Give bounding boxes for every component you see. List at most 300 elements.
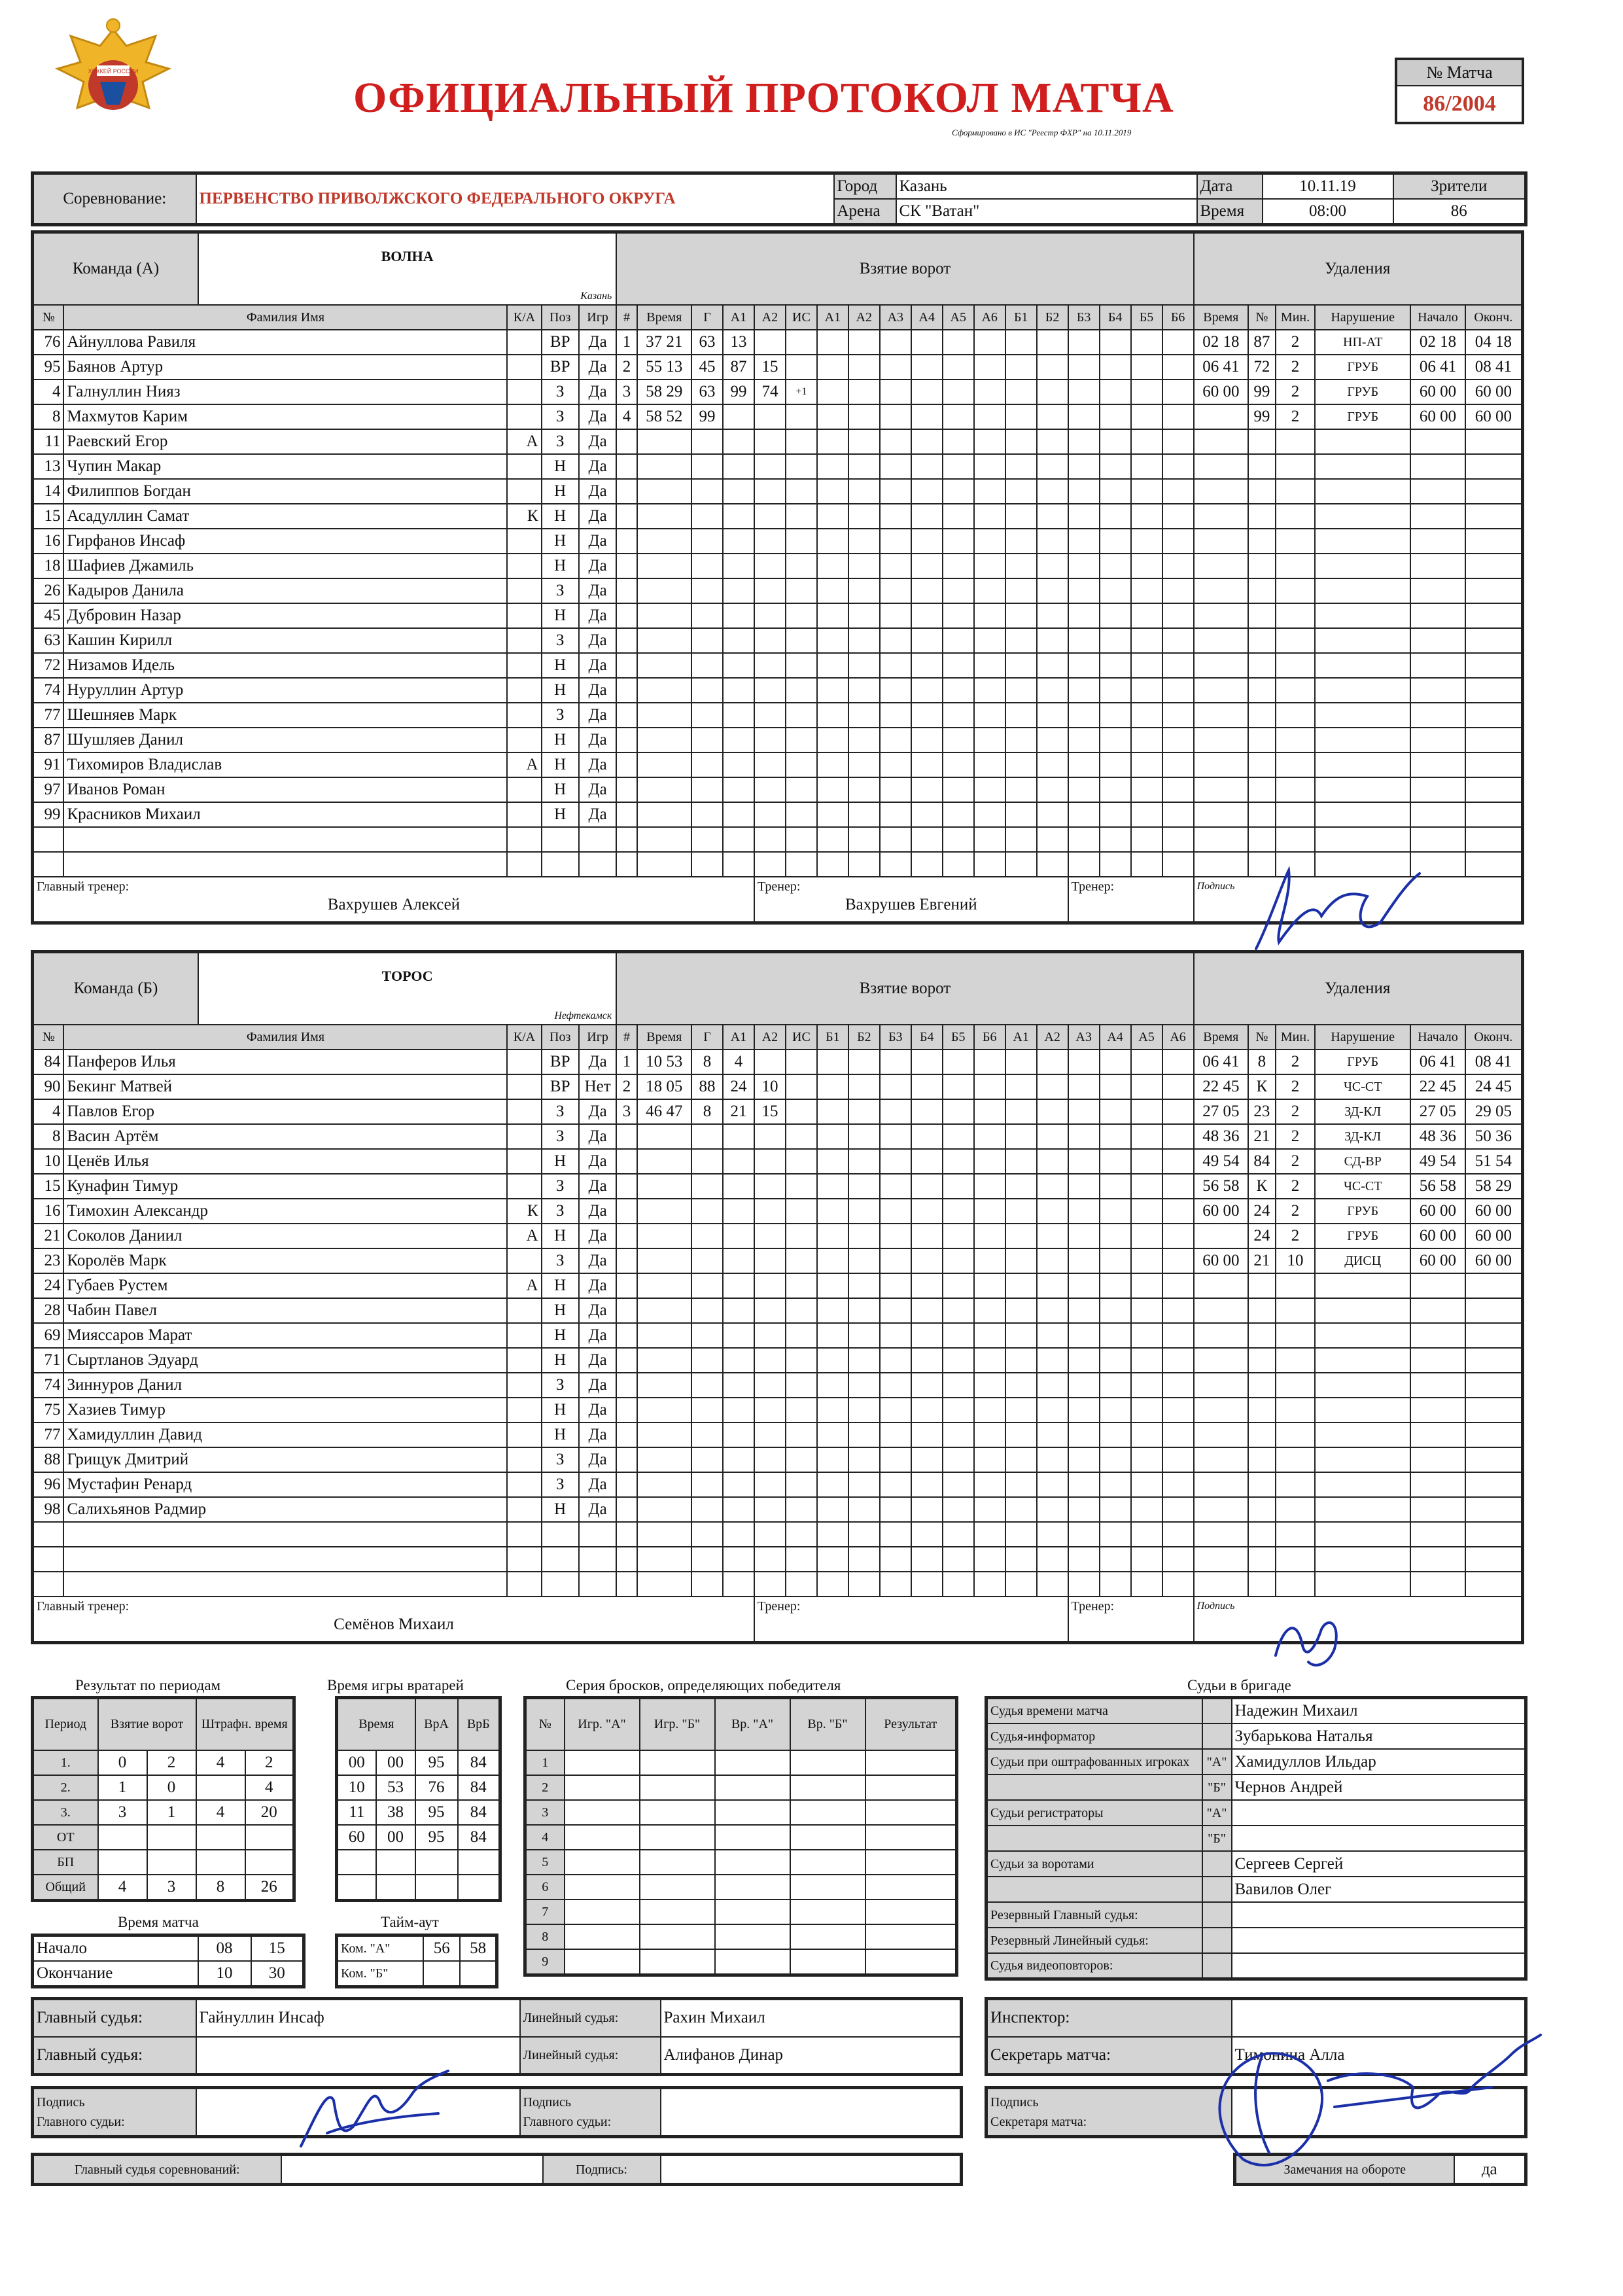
goal-a2 (754, 1373, 786, 1398)
player-captain (507, 355, 541, 380)
goal-scorer: 99 (691, 404, 723, 429)
goal-extra (974, 1273, 1005, 1298)
goal-extra (1037, 529, 1068, 554)
pen-time (1194, 852, 1248, 877)
player-position: Н (542, 504, 579, 529)
pen-start-m: 60 (1419, 1202, 1436, 1220)
pen-end (1465, 1050, 1523, 1074)
goal-time (637, 1547, 691, 1572)
pen-infraction (1315, 578, 1410, 603)
player-name: Ценёв Илья (63, 1149, 507, 1174)
goal-extra (1037, 1273, 1068, 1298)
referee-name (1232, 1953, 1526, 1979)
goal-a2 (754, 1298, 786, 1323)
shootout-row (525, 1850, 957, 1875)
goal-extra (1100, 1050, 1131, 1074)
period-cell (196, 1775, 245, 1800)
goal-extra (974, 628, 1005, 653)
goal-extra (943, 1447, 974, 1472)
goal-extra (1131, 703, 1162, 728)
pen-min: 02 (1202, 333, 1219, 351)
sign-label: Подпись (1196, 1600, 1235, 1612)
player-plays: Да (579, 752, 616, 777)
player-number: 8 (33, 404, 64, 429)
goal-extra (817, 1547, 848, 1572)
pen-start (1410, 1050, 1465, 1074)
time-label: Время (1197, 199, 1263, 225)
pen-minutes: 2 (1276, 380, 1315, 404)
player-plays: Да (579, 728, 616, 752)
goal-extra (943, 1323, 974, 1348)
goal-is (786, 1099, 817, 1124)
goal-extra (974, 1348, 1005, 1373)
goal-time (637, 1199, 691, 1224)
goal-a2 (754, 479, 786, 504)
pen-start (1410, 1497, 1465, 1522)
goal-extra (1037, 1199, 1068, 1224)
goal-extra (911, 380, 943, 404)
goal-extra (817, 554, 848, 578)
pen-end (1465, 554, 1523, 578)
player-row (33, 1099, 1523, 1124)
remarks-value: да (1454, 2155, 1526, 2185)
match-time-title: Время матча (118, 1914, 199, 1930)
player-name: Грищук Дмитрий (63, 1447, 507, 1472)
player-captain (507, 404, 541, 429)
match-info-table (31, 171, 1527, 226)
goal-extra (974, 1447, 1005, 1472)
pen-end-s: 45 (1495, 1078, 1512, 1095)
pen-start (1410, 802, 1465, 827)
goals-header: Взятие ворот (616, 232, 1193, 306)
pen-start (1410, 1348, 1465, 1373)
player-name: Раевский Егор (63, 429, 507, 454)
goal-no (616, 454, 637, 479)
goal-extra (974, 1174, 1005, 1199)
pen-infraction: ЗД-КЛ (1315, 1099, 1410, 1124)
goal-a2 (754, 1050, 786, 1074)
goal-a2 (754, 454, 786, 479)
period-cell: 4 (196, 1800, 245, 1825)
goal-extra (1162, 1224, 1194, 1248)
goal-extra (1162, 355, 1194, 380)
gk-cell: 84 (458, 1750, 500, 1775)
player-plays: Да (579, 802, 616, 827)
pen-end-s: 00 (1495, 1202, 1512, 1220)
goal-extra (1037, 578, 1068, 603)
goal-extra (1005, 1298, 1037, 1323)
pen-end (1465, 1199, 1523, 1224)
periods-h-pen: Штрафн. время (196, 1698, 294, 1750)
goal-extra (1068, 1149, 1100, 1174)
player-row (33, 1149, 1523, 1174)
goal-time (637, 578, 691, 603)
goal-a2 (754, 703, 786, 728)
player-position: З (542, 1472, 579, 1497)
goal-a1 (723, 1572, 754, 1597)
pen-end (1465, 1497, 1523, 1522)
player-position: Н (542, 777, 579, 802)
pen-start (1410, 603, 1465, 628)
goal-no: 4 (616, 404, 637, 429)
player-captain (507, 1298, 541, 1323)
goal-extra (1100, 703, 1131, 728)
player-row (33, 728, 1523, 752)
player-plays: Да (579, 1298, 616, 1323)
col-is: ИС (786, 1025, 817, 1050)
player-number (33, 852, 64, 877)
pen-minutes (1276, 728, 1315, 752)
goal-time (637, 1447, 691, 1472)
player-plays: Да (579, 628, 616, 653)
goal-extra (848, 355, 880, 380)
player-number: 91 (33, 752, 64, 777)
gk-row (337, 1825, 500, 1850)
goal-extra (1162, 678, 1194, 703)
col-play: Игр (579, 1025, 616, 1050)
period-row (33, 1875, 294, 1901)
goal-a1 (723, 653, 754, 678)
col-p_no: № (1248, 305, 1276, 330)
period-row (33, 1825, 294, 1850)
goal-extra (943, 1572, 974, 1597)
goal-extra (1005, 429, 1037, 454)
col-is: ИС (786, 305, 817, 330)
player-number (33, 1572, 64, 1597)
referees-title: Судьи в бригаде (1187, 1677, 1291, 1693)
pen-sec: 05 (1223, 1103, 1240, 1120)
goal-extra (817, 1298, 848, 1323)
pen-infraction (1315, 728, 1410, 752)
goal-extra (1005, 1273, 1037, 1298)
secretary-label: Секретарь матча: (986, 2037, 1232, 2075)
pen-minutes: 2 (1276, 1099, 1315, 1124)
pen-end (1465, 1224, 1523, 1248)
goal-a2 (754, 1547, 786, 1572)
goal-no (616, 802, 637, 827)
player-captain (507, 529, 541, 554)
player-row (33, 1174, 1523, 1199)
pen-player (1248, 578, 1276, 603)
player-captain (507, 1074, 541, 1099)
goal-extra (1100, 752, 1131, 777)
goal-extra (1131, 1149, 1162, 1174)
period-row (33, 1750, 294, 1775)
player-name (63, 852, 507, 877)
pen-time (1194, 1422, 1248, 1447)
pen-start (1410, 454, 1465, 479)
player-row (33, 504, 1523, 529)
player-number: 84 (33, 1050, 64, 1074)
gk-row (337, 1875, 500, 1901)
goal-time (637, 1248, 691, 1273)
goal-min: 18 (646, 1078, 663, 1095)
goal-no (616, 653, 637, 678)
goal-is (786, 1348, 817, 1373)
goal-extra (1100, 603, 1131, 628)
goal-extra (1037, 380, 1068, 404)
goal-extra (848, 1472, 880, 1497)
goal-extra (880, 1323, 911, 1348)
player-name (63, 1522, 507, 1547)
goal-extra (974, 728, 1005, 752)
player-position: Н (542, 802, 579, 827)
referee-name: Сергеев Сергей (1232, 1851, 1526, 1877)
goal-extra (817, 578, 848, 603)
pen-infraction: ГРУБ (1315, 1199, 1410, 1224)
team-label: Команда (Б) (34, 953, 199, 1024)
pen-minutes (1276, 504, 1315, 529)
gk-cell: 00 (337, 1750, 376, 1775)
goal-extra (1005, 1422, 1037, 1447)
goal-extra (1162, 1447, 1194, 1472)
player-number: 21 (33, 1224, 64, 1248)
player-number: 24 (33, 1273, 64, 1298)
referee-team (1202, 1902, 1232, 1928)
team-name: ТОРОС (381, 968, 433, 984)
goal-extra (1037, 1248, 1068, 1273)
pen-sec: 00 (1223, 1202, 1240, 1220)
goal-extra (1037, 1373, 1068, 1398)
goal-extra (911, 1522, 943, 1547)
period-row (33, 1775, 294, 1800)
player-number: 88 (33, 1447, 64, 1472)
goal-extra (1131, 529, 1162, 554)
goal-extra (974, 703, 1005, 728)
shootout-no: 2 (525, 1775, 565, 1800)
period-cell: 1 (98, 1775, 147, 1800)
goal-a1 (723, 578, 754, 603)
pen-time (1194, 1149, 1248, 1174)
pen-min: 60 (1202, 383, 1219, 400)
pen-end (1465, 802, 1523, 827)
player-number: 96 (33, 1472, 64, 1497)
referee-role: Судья-информатор (986, 1723, 1202, 1749)
goal-extra (880, 802, 911, 827)
timeout-table (335, 1934, 498, 1988)
pen-minutes (1276, 554, 1315, 578)
goal-extra (1037, 852, 1068, 877)
pen-player: 23 (1248, 1099, 1276, 1124)
player-row (33, 802, 1523, 827)
pen-minutes (1276, 777, 1315, 802)
goal-extra (1037, 827, 1068, 852)
shootout-cell (715, 1850, 790, 1875)
goal-extra (1005, 554, 1037, 578)
goal-extra (1037, 1398, 1068, 1422)
goal-extra (1037, 404, 1068, 429)
goal-extra (1162, 1373, 1194, 1398)
goal-extra (1005, 454, 1037, 479)
player-row (33, 678, 1523, 703)
timeout-a-label: Ком. "А" (337, 1935, 424, 1962)
goal-extra (1068, 1472, 1100, 1497)
player-position: Н (542, 728, 579, 752)
goal-a1 (723, 728, 754, 752)
col-ka: К/А (507, 1025, 541, 1050)
pen-end (1465, 1572, 1523, 1597)
goal-extra (1037, 1174, 1068, 1199)
referee-role: Судья времени матча (986, 1698, 1202, 1724)
goal-a1 (723, 678, 754, 703)
goal-extra (1162, 1323, 1194, 1348)
player-plays: Да (579, 554, 616, 578)
pen-time (1194, 330, 1248, 355)
shootout-cell (790, 1850, 865, 1875)
pen-player: 72 (1248, 355, 1276, 380)
shootout-h: Вр. "Б" (790, 1698, 865, 1750)
officials-table (31, 1997, 963, 2076)
goal-extra (943, 554, 974, 578)
goal-a1 (723, 454, 754, 479)
pen-time (1194, 1248, 1248, 1273)
goal-extra (1005, 678, 1037, 703)
player-name (63, 1547, 507, 1572)
player-name: Шешняев Марк (63, 703, 507, 728)
player-position: ВР (542, 1074, 579, 1099)
goal-no (616, 1572, 637, 1597)
goal-is (786, 728, 817, 752)
goal-extra (1037, 777, 1068, 802)
goal-extra (880, 1447, 911, 1472)
pen-minutes: 2 (1276, 1050, 1315, 1074)
goal-extra (1162, 1472, 1194, 1497)
periods-h-goals: Взятие ворот (98, 1698, 196, 1750)
goal-min: 10 (646, 1053, 663, 1070)
goal-extra (1005, 752, 1037, 777)
goal-extra (1068, 1273, 1100, 1298)
player-captain (507, 1447, 541, 1472)
shootout-no: 1 (525, 1750, 565, 1775)
goal-extra (1100, 1099, 1131, 1124)
period-cell (245, 1850, 294, 1875)
player-name (63, 827, 507, 852)
goal-extra (1005, 1398, 1037, 1422)
pen-infraction (1315, 1323, 1410, 1348)
page-title: ОФИЦИАЛЬНЫЙ ПРОТОКОЛ МАТЧА (353, 74, 1174, 122)
goal-extra (1100, 678, 1131, 703)
goal-extra (1005, 728, 1037, 752)
goal-extra (1131, 578, 1162, 603)
pen-minutes (1276, 1422, 1315, 1447)
goal-time (637, 1522, 691, 1547)
pen-end-m: 60 (1475, 1202, 1492, 1220)
pen-end-m: 50 (1475, 1127, 1492, 1145)
player-captain (507, 1124, 541, 1149)
goal-no (616, 777, 637, 802)
goal-extra (911, 1298, 943, 1323)
col-num: № (33, 1025, 64, 1050)
pen-start-m: 48 (1419, 1127, 1436, 1145)
goal-extra (943, 1248, 974, 1273)
goal-extra (1131, 1174, 1162, 1199)
player-captain (507, 1572, 541, 1597)
goal-extra (817, 678, 848, 703)
goal-extra (1131, 777, 1162, 802)
goal-extra (1131, 1323, 1162, 1348)
referee-row (986, 1928, 1526, 1953)
goal-extra (817, 1398, 848, 1422)
goal-extra (911, 529, 943, 554)
pen-player: 8 (1248, 1050, 1276, 1074)
goal-extra (974, 1323, 1005, 1348)
pen-infraction: ЗД-КЛ (1315, 1124, 1410, 1149)
goal-extra (943, 852, 974, 877)
pen-start-m: 06 (1419, 358, 1436, 376)
goal-extra (848, 454, 880, 479)
player-row (33, 1124, 1523, 1149)
player-position: З (542, 380, 579, 404)
period-cell (98, 1825, 147, 1850)
referee-row (986, 1851, 1526, 1877)
pen-end (1465, 1124, 1523, 1149)
pen-time (1194, 404, 1248, 429)
goal-is (786, 1050, 817, 1074)
goal-extra (1162, 1074, 1194, 1099)
pen-time (1194, 1348, 1248, 1373)
player-number: 10 (33, 1149, 64, 1174)
goal-extra (911, 1373, 943, 1398)
goal-a2 (754, 1522, 786, 1547)
player-position: Н (542, 1298, 579, 1323)
player-position: З (542, 628, 579, 653)
pen-end (1465, 1323, 1523, 1348)
goal-is (786, 1447, 817, 1472)
goal-extra (1131, 1099, 1162, 1124)
goal-extra (817, 1050, 848, 1074)
goal-scorer (691, 554, 723, 578)
goal-extra (1100, 1124, 1131, 1149)
linesman-1: Рахин Михаил (661, 1999, 962, 2037)
player-captain (507, 454, 541, 479)
pen-player: 84 (1248, 1149, 1276, 1174)
col-name: Фамилия Имя (63, 1025, 507, 1050)
goal-extra (817, 1572, 848, 1597)
goal-extra (943, 504, 974, 529)
goal-is (786, 752, 817, 777)
player-name: Кунафин Тимур (63, 1174, 507, 1199)
goal-extra (1131, 1199, 1162, 1224)
referee-row (986, 1698, 1526, 1724)
goal-extra (911, 827, 943, 852)
referee-name (1232, 1902, 1526, 1928)
goal-a2 (754, 429, 786, 454)
goal-extra (1068, 330, 1100, 355)
player-number: 4 (33, 1099, 64, 1124)
player-plays (579, 852, 616, 877)
goal-extra (911, 1497, 943, 1522)
player-name: Тимохин Александр (63, 1199, 507, 1224)
sign-cell (1194, 1597, 1523, 1642)
goal-extra (1037, 330, 1068, 355)
pen-time (1194, 1124, 1248, 1149)
goal-a1 (723, 1497, 754, 1522)
referee-row (986, 1775, 1526, 1800)
goal-extra (817, 1149, 848, 1174)
goal-extra (1100, 578, 1131, 603)
goal-extra (943, 1522, 974, 1547)
player-name: Чупин Макар (63, 454, 507, 479)
pen-end (1465, 1149, 1523, 1174)
goal-scorer (691, 1199, 723, 1224)
pen-end (1465, 355, 1523, 380)
goal-a2: 74 (754, 380, 786, 404)
shootout-cell (565, 1875, 640, 1899)
col-name: Фамилия Имя (63, 305, 507, 330)
period-cell: 3 (98, 1800, 147, 1825)
gk-cell: 84 (458, 1775, 500, 1800)
goal-extra (880, 1547, 911, 1572)
